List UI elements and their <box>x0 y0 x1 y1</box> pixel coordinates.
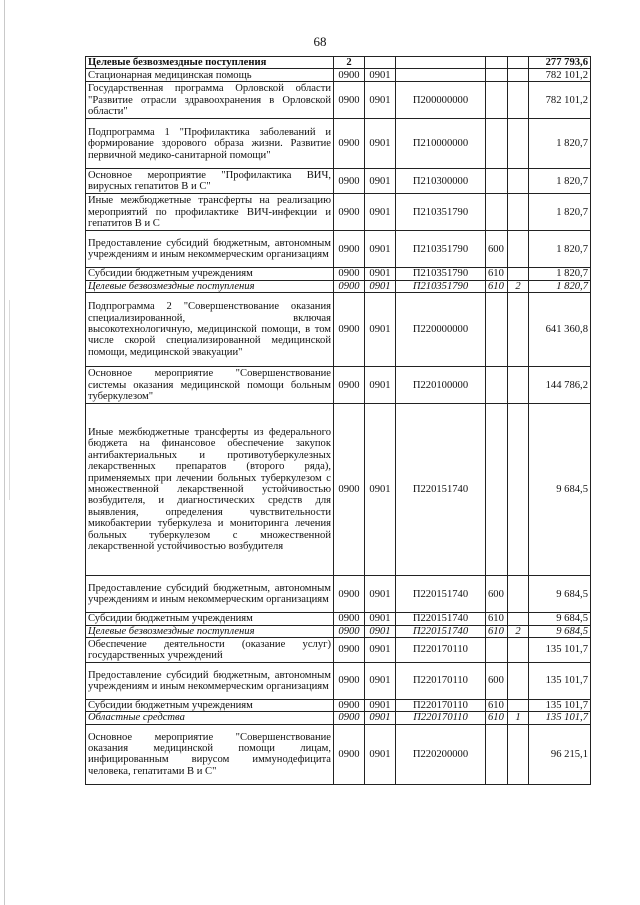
row-subsection: 0901 <box>365 625 396 637</box>
row-subsection <box>365 57 396 69</box>
row-name: Целевые безвозмездные поступления <box>86 625 334 637</box>
row-target-code: П220151740 <box>396 625 486 637</box>
row-amount: 135 101,7 <box>529 700 591 712</box>
row-funding-source <box>508 231 529 268</box>
row-section: 0900 <box>334 367 365 404</box>
row-name: Подпрограмма 2 "Совершенствование оказания специализированной, включая высокотехнологичную, медицинской помощи, в том числе скорой специализированной медицинской помощи, медицинской эвакуации" <box>86 293 334 367</box>
row-subsection: 0901 <box>365 576 396 613</box>
row-section: 0900 <box>334 82 365 119</box>
row-expense-type: 600 <box>486 231 508 268</box>
row-funding-source <box>508 367 529 404</box>
row-amount: 1 820,7 <box>529 280 591 292</box>
row-section: 2 <box>334 57 365 69</box>
row-expense-type <box>486 404 508 576</box>
row-name: Областные средства <box>86 712 334 724</box>
row-section: 0900 <box>334 119 365 169</box>
row-section: 0900 <box>334 169 365 194</box>
row-section: 0900 <box>334 663 365 700</box>
row-name: Основное мероприятие "Совершенствование оказания медицинской помощи лицам, инфицированным вирусом иммунодефицита человека, гепатитами В и С" <box>86 724 334 784</box>
row-subsection: 0901 <box>365 712 396 724</box>
table-row <box>86 280 591 292</box>
row-target-code: П220100000 <box>396 367 486 404</box>
table-row <box>86 82 591 119</box>
row-expense-type <box>486 194 508 231</box>
row-name: Субсидии бюджетным учреждениям <box>86 268 334 280</box>
row-subsection: 0901 <box>365 367 396 404</box>
row-section: 0900 <box>334 712 365 724</box>
row-funding-source: 2 <box>508 280 529 292</box>
row-target-code: П210300000 <box>396 169 486 194</box>
row-subsection: 0901 <box>365 613 396 625</box>
row-name: Предоставление субсидий бюджетным, автономным учреждениям и иным некоммерческим организациям <box>86 576 334 613</box>
row-expense-type <box>486 169 508 194</box>
row-section: 0900 <box>334 268 365 280</box>
row-expense-type: 610 <box>486 268 508 280</box>
row-section: 0900 <box>334 724 365 784</box>
row-target-code: П220170110 <box>396 638 486 663</box>
table-row <box>86 613 591 625</box>
budget-table <box>85 56 591 785</box>
row-funding-source: 1 <box>508 712 529 724</box>
row-amount: 135 101,7 <box>529 663 591 700</box>
row-funding-source <box>508 293 529 367</box>
row-amount: 96 215,1 <box>529 724 591 784</box>
row-target-code: П200000000 <box>396 82 486 119</box>
row-expense-type: 610 <box>486 625 508 637</box>
row-funding-source <box>508 82 529 119</box>
row-amount: 135 101,7 <box>529 638 591 663</box>
row-funding-source <box>508 194 529 231</box>
row-section: 0900 <box>334 625 365 637</box>
row-subsection: 0901 <box>365 231 396 268</box>
row-funding-source <box>508 119 529 169</box>
table-row <box>86 625 591 637</box>
row-expense-type: 610 <box>486 700 508 712</box>
row-expense-type: 610 <box>486 712 508 724</box>
table-row <box>86 293 591 367</box>
row-section: 0900 <box>334 69 365 82</box>
row-funding-source <box>508 638 529 663</box>
row-target-code: П210000000 <box>396 119 486 169</box>
table-row <box>86 724 591 784</box>
row-target-code: П220151740 <box>396 576 486 613</box>
table-row <box>86 404 591 576</box>
row-subsection: 0901 <box>365 69 396 82</box>
row-subsection: 0901 <box>365 82 396 119</box>
row-amount: 1 820,7 <box>529 268 591 280</box>
row-section: 0900 <box>334 638 365 663</box>
row-name: Предоставление субсидий бюджетным, автономным учреждениям и иным некоммерческим организациям <box>86 663 334 700</box>
row-target-code: П220151740 <box>396 404 486 576</box>
row-name: Основное мероприятие "Совершенствование системы оказания медицинской помощи больным туберкулезом" <box>86 367 334 404</box>
row-name: Иные межбюджетные трансферты на реализацию мероприятий по профилактике ВИЧ-инфекции и гепатитов В и С <box>86 194 334 231</box>
table-row <box>86 576 591 613</box>
row-target-code: П220170110 <box>396 700 486 712</box>
row-funding-source <box>508 663 529 700</box>
row-name: Субсидии бюджетным учреждениям <box>86 700 334 712</box>
row-name: Обеспечение деятельности (оказание услуг) государственных учреждений <box>86 638 334 663</box>
row-target-code <box>396 69 486 82</box>
row-subsection: 0901 <box>365 663 396 700</box>
row-expense-type: 610 <box>486 613 508 625</box>
row-target-code: П220000000 <box>396 293 486 367</box>
row-name: Основное мероприятие "Профилактика ВИЧ, вирусных гепатитов В и С" <box>86 169 334 194</box>
row-section: 0900 <box>334 613 365 625</box>
table-row <box>86 638 591 663</box>
row-expense-type <box>486 69 508 82</box>
row-section: 0900 <box>334 700 365 712</box>
row-amount: 641 360,8 <box>529 293 591 367</box>
row-funding-source <box>508 576 529 613</box>
row-name: Иные межбюджетные трансферты из федерального бюджета на финансовое обеспечение закупок антибактериальных и противотуберкулезных лекарственных препаратов (второго ряда), применяемых при лечении больных туберкулезом с множественной лекарственной устойчивостью возбудителя, и диагностических средств для выявления, определения чувствительности микобактерии туберкулеза и мониторинга лечения больных туберкулезом с множественной лекарственной устойчивостью возбудителя <box>86 404 334 576</box>
row-subsection: 0901 <box>365 700 396 712</box>
scan-margin-line <box>9 300 10 500</box>
row-expense-type <box>486 293 508 367</box>
row-name: Субсидии бюджетным учреждениям <box>86 613 334 625</box>
row-amount: 135 101,7 <box>529 712 591 724</box>
table-row <box>86 268 591 280</box>
row-subsection: 0901 <box>365 724 396 784</box>
row-expense-type <box>486 724 508 784</box>
row-target-code: П220200000 <box>396 724 486 784</box>
row-amount: 782 101,2 <box>529 82 591 119</box>
row-subsection: 0901 <box>365 638 396 663</box>
row-name: Стационарная медицинская помощь <box>86 69 334 82</box>
table-row <box>86 69 591 82</box>
row-amount: 277 793,6 <box>529 57 591 69</box>
row-subsection: 0901 <box>365 404 396 576</box>
row-funding-source <box>508 404 529 576</box>
table-row <box>86 231 591 268</box>
row-expense-type <box>486 638 508 663</box>
row-amount: 9 684,5 <box>529 576 591 613</box>
row-section: 0900 <box>334 293 365 367</box>
table-row <box>86 169 591 194</box>
row-target-code: П220151740 <box>396 613 486 625</box>
table-row <box>86 712 591 724</box>
table-row <box>86 700 591 712</box>
table-row <box>86 663 591 700</box>
row-amount: 1 820,7 <box>529 119 591 169</box>
row-subsection: 0901 <box>365 169 396 194</box>
scan-margin-line <box>4 0 5 905</box>
row-amount: 1 820,7 <box>529 169 591 194</box>
row-target-code: П210351790 <box>396 231 486 268</box>
row-target-code: П210351790 <box>396 194 486 231</box>
row-funding-source <box>508 613 529 625</box>
row-subsection: 0901 <box>365 293 396 367</box>
row-subsection: 0901 <box>365 119 396 169</box>
table-row <box>86 119 591 169</box>
table-row <box>86 57 591 69</box>
page-number: 68 <box>313 34 327 49</box>
table-row <box>86 367 591 404</box>
row-name: Подпрограмма 1 "Профилактика заболеваний и формирование здорового образа жизни. Развитие первичной медико-санитарной помощи" <box>86 119 334 169</box>
row-funding-source <box>508 724 529 784</box>
row-amount: 1 820,7 <box>529 231 591 268</box>
row-amount: 782 101,2 <box>529 69 591 82</box>
row-funding-source <box>508 69 529 82</box>
row-funding-source <box>508 57 529 69</box>
row-funding-source <box>508 268 529 280</box>
row-target-code: П220170110 <box>396 712 486 724</box>
row-target-code <box>396 57 486 69</box>
table-row <box>86 194 591 231</box>
row-section: 0900 <box>334 404 365 576</box>
row-expense-type: 610 <box>486 280 508 292</box>
row-section: 0900 <box>334 576 365 613</box>
row-subsection: 0901 <box>365 280 396 292</box>
row-funding-source <box>508 169 529 194</box>
row-amount: 9 684,5 <box>529 625 591 637</box>
row-expense-type <box>486 57 508 69</box>
row-amount: 9 684,5 <box>529 613 591 625</box>
row-target-code: П210351790 <box>396 280 486 292</box>
row-name: Предоставление субсидий бюджетным, автономным учреждениям и иным некоммерческим организациям <box>86 231 334 268</box>
row-subsection: 0901 <box>365 194 396 231</box>
row-name: Целевые безвозмездные поступления <box>86 280 334 292</box>
row-funding-source <box>508 700 529 712</box>
row-expense-type <box>486 119 508 169</box>
row-expense-type <box>486 82 508 119</box>
row-amount: 1 820,7 <box>529 194 591 231</box>
row-target-code: П210351790 <box>396 268 486 280</box>
row-expense-type: 600 <box>486 663 508 700</box>
row-funding-source: 2 <box>508 625 529 637</box>
row-name: Государственная программа Орловской области "Развитие отрасли здравоохранения в Орловской области" <box>86 82 334 119</box>
row-name: Целевые безвозмездные поступления <box>86 57 334 69</box>
row-subsection: 0901 <box>365 268 396 280</box>
row-section: 0900 <box>334 231 365 268</box>
row-amount: 9 684,5 <box>529 404 591 576</box>
budget-table-body <box>86 57 591 785</box>
row-amount: 144 786,2 <box>529 367 591 404</box>
row-section: 0900 <box>334 194 365 231</box>
row-expense-type <box>486 367 508 404</box>
row-section: 0900 <box>334 280 365 292</box>
row-expense-type: 600 <box>486 576 508 613</box>
row-target-code: П220170110 <box>396 663 486 700</box>
